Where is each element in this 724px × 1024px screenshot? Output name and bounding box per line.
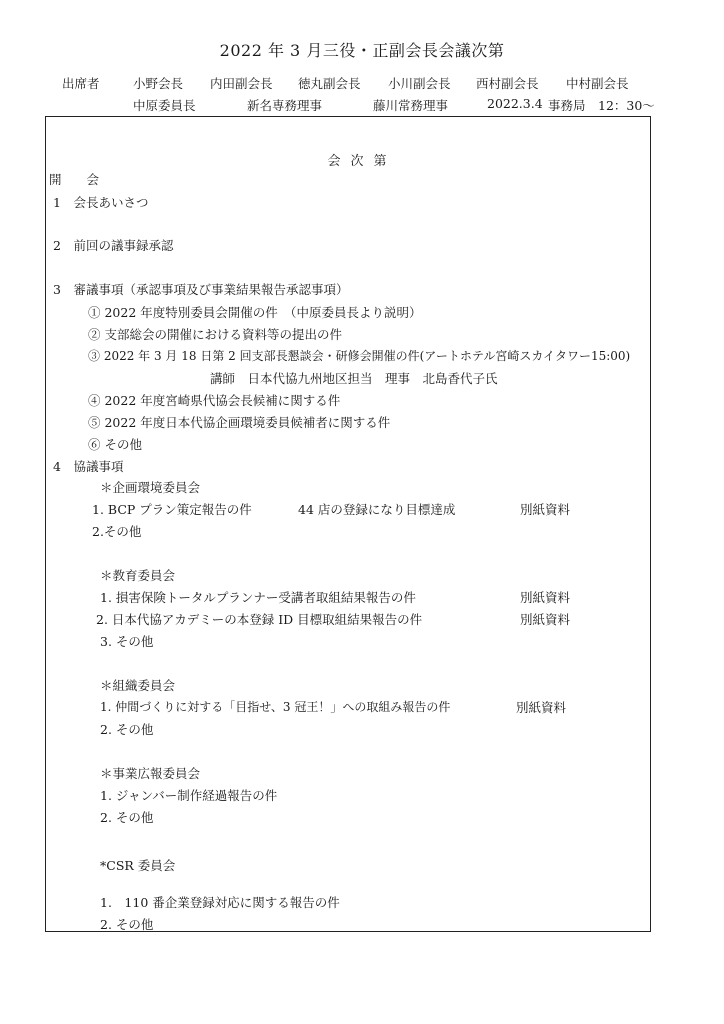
committee-item: 3. その他 — [100, 634, 154, 649]
reference-note: 別紙資料 — [520, 502, 571, 517]
attendee-name: 徳丸副会長 — [298, 76, 361, 91]
sub-item: ① 2022 年度特別委員会開催の件 （中原委員長より説明） — [88, 305, 422, 320]
opening-item: 開 会 — [49, 172, 100, 187]
lecturer-line: 講師 日本代協九州地区担当 理事 北島香代子氏 — [210, 371, 498, 386]
attendee-name: 中村副会長 — [566, 76, 629, 91]
office-time: 事務局 12：30～ — [548, 98, 655, 113]
committee-item: 2. その他 — [100, 810, 154, 825]
attendee-name: 藤川常務理事 — [373, 98, 449, 113]
attendee-name: 中原委員長 — [133, 98, 196, 113]
attendee-name: 西村副会長 — [476, 76, 539, 91]
attendees-label: 出席者 — [62, 76, 100, 91]
page-title: 2022 年 3 月三役・正副会長会議次第 — [219, 41, 505, 60]
reference-note: 別紙資料 — [520, 590, 571, 605]
sub-item: ⑤ 2022 年度日本代協企画環境委員候補者に関する件 — [88, 415, 391, 430]
committee-item: 1. 仲間づくりに対する「目指せ、3 冠王！」への取組み報告の件 — [100, 700, 451, 714]
committee-note: 44 店の登録になり目標達成 — [298, 502, 456, 517]
attendee-name: 新名専務理事 — [247, 98, 323, 113]
agenda-item-1: 1 会長あいさつ — [53, 195, 149, 210]
committee-item: 2. 日本代協アカデミーの本登録 ID 目標取組結果報告の件 — [96, 612, 423, 627]
sub-item: ③ 2022 年 3 月 18 日第 2 回支部長懇談会・研修会開催の件(アートホテル宮崎スカイタワー15:00) — [88, 349, 631, 363]
attendee-name: 小川副会長 — [388, 76, 451, 91]
committee-heading: *CSR 委員会 — [100, 858, 176, 873]
reference-note: 別紙資料 — [516, 700, 567, 715]
reference-note: 別紙資料 — [520, 612, 571, 627]
sub-item: ② 支部総会の開催における資料等の提出の件 — [88, 327, 342, 342]
committee-item: 2.その他 — [92, 524, 142, 539]
committee-heading: ＊事業広報委員会 — [100, 766, 201, 781]
committee-heading: ＊組織委員会 — [100, 678, 176, 693]
sub-item: ④ 2022 年度宮崎県代協会長候補に関する件 — [88, 393, 341, 408]
attendee-name: 内田副会長 — [210, 76, 273, 91]
meeting-date: 2022.3.4 — [487, 96, 543, 111]
agenda-item-4: 4 協議事項 — [53, 459, 124, 474]
committee-item: 1. ジャンバー制作経過報告の件 — [100, 788, 278, 803]
committee-item: 2. その他 — [100, 722, 154, 737]
agenda-item-2: 2 前回の議事録承認 — [53, 238, 174, 253]
committee-heading: ＊企画環境委員会 — [100, 480, 201, 495]
committee-item: 1. 損害保険トータルプランナー受講者取組結果報告の件 — [100, 590, 416, 605]
agenda-heading: 会次第 — [327, 154, 397, 169]
attendee-name: 小野会長 — [133, 76, 184, 91]
committee-item: 2. その他 — [100, 917, 154, 932]
committee-item: 1. 110 番企業登録対応に関する報告の件 — [100, 895, 340, 910]
sub-item: ⑥ その他 — [88, 437, 142, 452]
committee-item: 1. BCP プラン策定報告の件 — [92, 502, 252, 517]
agenda-item-3: 3 審議事項（承認事項及び事業結果報告承認事項） — [53, 282, 349, 297]
committee-heading: ＊教育委員会 — [100, 568, 176, 583]
